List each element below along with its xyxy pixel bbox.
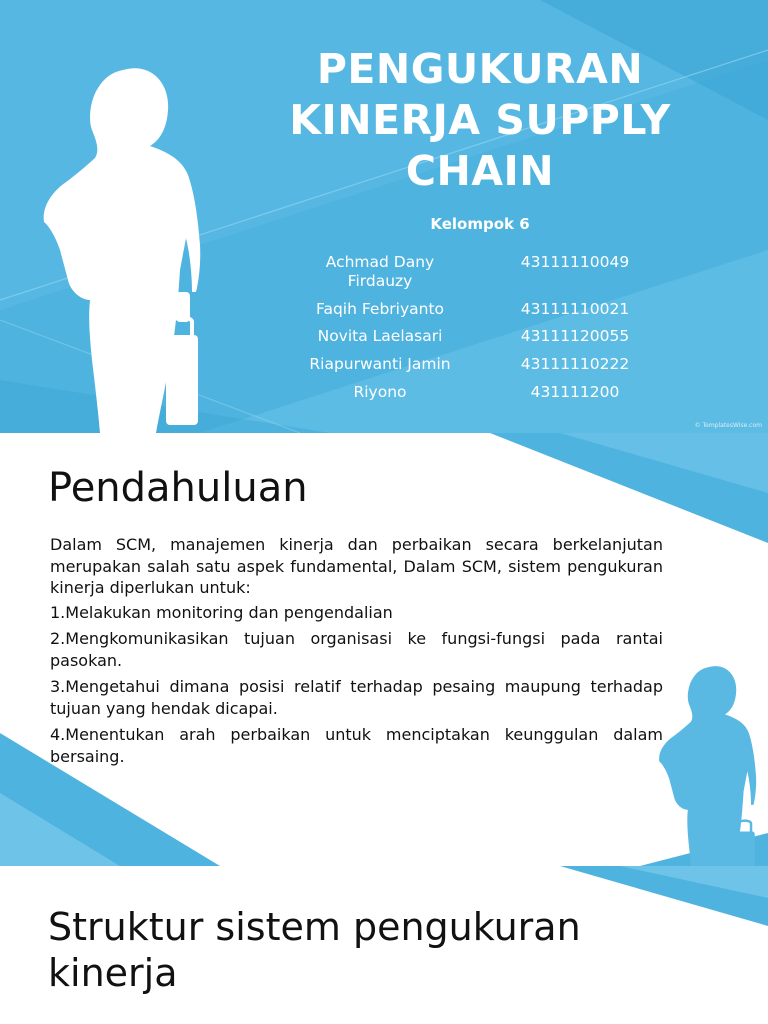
member-name: Achmad Dany Firdauzy xyxy=(325,253,435,290)
member-name: Faqih Febriyanto xyxy=(315,300,445,318)
slide-title xyxy=(0,0,768,433)
member-nim: 43111120055 xyxy=(520,327,630,345)
slide-body xyxy=(50,534,663,767)
slide-heading: Struktur sistem pengukuran kinerja xyxy=(48,905,581,995)
presentation-title xyxy=(278,44,682,197)
title-line-2: KINERJA SUPPLY xyxy=(289,96,671,144)
member-nim: 43111110222 xyxy=(520,355,630,373)
list-item: 1.Melakukan monitoring dan pengendalian xyxy=(50,602,393,622)
member-nim: 43111110049 xyxy=(520,253,630,271)
member-nim: 431111200 xyxy=(530,383,620,401)
list-item: 4.Menentukan arah perbaikan untuk menciptakan keunggulan dalam bersaing. xyxy=(50,725,663,766)
member-name: Riapurwanti Jamin xyxy=(309,355,451,373)
group-label: Kelompok 6 xyxy=(430,215,530,233)
member-nim: 43111110021 xyxy=(520,300,630,318)
title-line-1: PENGUKURAN xyxy=(316,45,644,93)
list-item: 2.Mengkomunikasikan tujuan organisasi ke fungsi-fungsi pada rantai pasokan. xyxy=(50,629,663,670)
slide-heading: Pendahuluan xyxy=(48,465,308,511)
intro-paragraph: Dalam SCM, manajemen kinerja dan perbaikan secara berkelanjutan merupakan salah satu aspek fundamental, Dalam SCM, sistem pengukuran kinerja diperlukan untuk: xyxy=(50,535,663,597)
watermark: © TemplatesWise.com xyxy=(694,422,762,429)
slide-struktur xyxy=(0,866,768,1024)
title-line-3: CHAIN xyxy=(405,147,555,195)
member-name: Novita Laelasari xyxy=(317,327,443,345)
slide-pendahuluan xyxy=(0,433,768,866)
member-name: Riyono xyxy=(353,383,407,401)
list-item: 3.Mengetahui dimana posisi relatif terhadap pesaing maupung terhadap tujuan yang hendak dicapai. xyxy=(50,677,663,718)
